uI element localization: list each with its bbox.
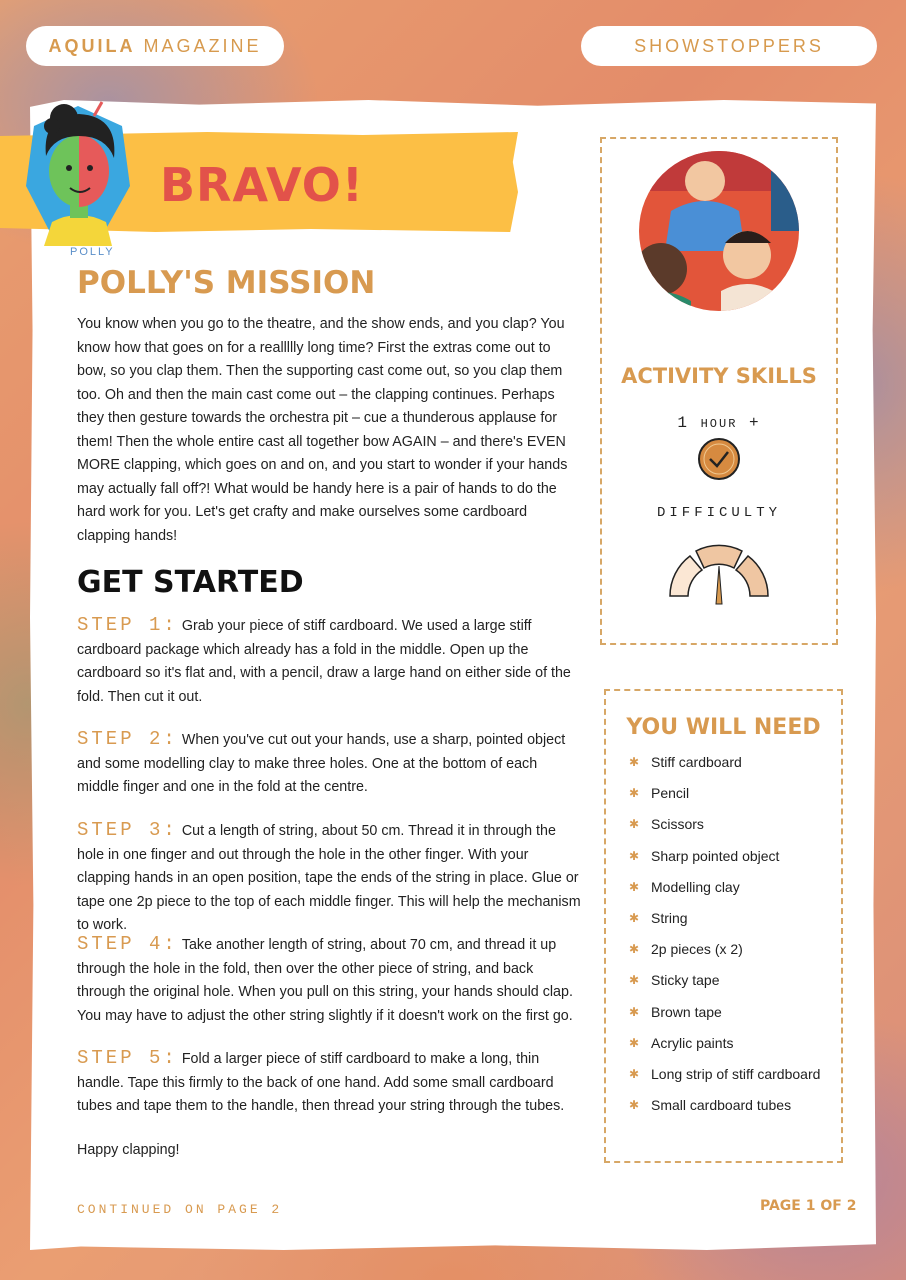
step-2 — [77, 728, 582, 800]
step-1 — [77, 614, 582, 709]
time-number: 1 — [677, 414, 689, 432]
asterisk-icon: ✱ — [629, 879, 640, 894]
get-started-heading: GET STARTED — [77, 565, 304, 600]
list-item — [625, 815, 830, 833]
difficulty-gauge-icon — [662, 538, 776, 608]
magazine-logo-pill — [26, 26, 284, 66]
section-pill — [581, 26, 877, 66]
material-name: 2p pieces (x 2) — [651, 941, 743, 958]
asterisk-icon: ✱ — [629, 755, 640, 769]
difficulty-label: DIFFICULTY — [656, 505, 781, 521]
mission-intro: You know when you go to the theatre, and the show ends, and you clap? You know how that goes on for a reallllly long time? First the extras come out to bow, so you clap them. Then the supporting cast come out, so you clap them too. Oh and then the main cast come out – the clapping continues. Perhaps they then gesture towards the orchestra pit – cue a thunderous applause for them! Then the whole entire cast all together bow AGAIN – and there's EVEN MORE clapping, which goes on and on, and you start to wonder if your hands may actually fall off?! What would be handy here is a pair of hands to do the hard work for you. Let's get crafty and make ourselves some cardboard clapping hands! — [77, 316, 568, 544]
time-unit: HOUR — [700, 417, 738, 431]
asterisk-icon: ✱ — [629, 817, 640, 832]
magazine-name-bold: AQUILA — [48, 35, 136, 56]
activity-skills-heading: ACTIVITY SKILLS — [621, 364, 817, 388]
material-name: Sharp pointed object — [651, 847, 780, 864]
step-3 — [77, 819, 582, 938]
material-name: Stiff cardboard — [651, 754, 742, 770]
list-item — [625, 1003, 830, 1021]
step-4 — [77, 933, 582, 1028]
step-label: STEP 4: — [77, 933, 178, 955]
material-name: Acrylic paints — [651, 1034, 734, 1051]
step-text: Take another length of string, about 70 cm, and thread it up through the hole in the fold, then over the other piece of string, and back through the original hole. When you pull on this string, your hands should clap. You may have to adjust the other string slightly if it doesn't work on the first go. — [77, 937, 573, 1024]
time-plus: + — [749, 414, 761, 432]
list-item — [625, 1065, 830, 1083]
asterisk-icon: ✱ — [629, 1066, 640, 1081]
materials-list — [625, 753, 830, 1127]
step-text: Fold a larger piece of stiff cardboard to make a long, thin handle. Tape this firmly to the back of one hand. Add some small cardboard tubes and tape them to the handle, then thread your string through the tubes. — [77, 1051, 565, 1114]
list-item — [625, 847, 830, 865]
material-name: Pencil — [651, 785, 690, 802]
material-name: Long strip of stiff cardboard — [651, 1065, 821, 1082]
material-name: Brown tape — [651, 1003, 722, 1020]
asterisk-icon: ✱ — [629, 910, 640, 925]
you-will-need-heading: YOU WILL NEED — [626, 715, 821, 740]
asterisk-icon: ✱ — [629, 1098, 640, 1113]
avatar-label: POLLY — [70, 246, 115, 258]
asterisk-icon: ✱ — [629, 1004, 640, 1019]
asterisk-icon: ✱ — [629, 973, 640, 988]
step-label: STEP 5: — [77, 1047, 178, 1069]
asterisk-icon: ✱ — [629, 786, 640, 801]
material-name: Small cardboard tubes — [651, 1097, 792, 1114]
step-label: STEP 3: — [77, 819, 178, 841]
asterisk-icon: ✱ — [629, 1035, 640, 1050]
list-item — [625, 940, 830, 958]
clock-icon — [697, 437, 741, 481]
asterisk-icon: ✱ — [629, 942, 640, 957]
material-name: Modelling clay — [651, 878, 740, 895]
material-name: Scissors — [651, 816, 704, 833]
step-label: STEP 1: — [77, 614, 178, 636]
section-label: SHOWSTOPPERS — [634, 35, 824, 56]
list-item — [625, 1096, 830, 1114]
page-number: PAGE 1 OF 2 — [760, 1198, 857, 1214]
step-text: Grab your piece of stiff cardboard. We used a large stiff cardboard package which already has a fold in the middle. Open up the cardboard so it's flat and, with a pencil, draw a large hand on either side of the fold. Then cut it out. — [77, 618, 571, 705]
list-item — [625, 909, 830, 927]
continued-note: CONTINUED ON PAGE 2 — [77, 1202, 283, 1217]
material-name: Sticky tape — [651, 972, 720, 989]
step-5 — [77, 1047, 582, 1119]
audience-illustration-icon — [621, 151, 817, 311]
list-item — [625, 1034, 830, 1052]
step-text: Cut a length of string, about 50 cm. Thread it in through the hole in one finger and out through the hole in the other finger. With your clapping hands in an open position, tape the ends of the string in place. Glue or tape one 2p piece to the top of each middle finger. This will help the mechanism to work. — [77, 823, 581, 933]
mission-heading: POLLY'S MISSION — [77, 265, 376, 301]
page-title: BRAVO! — [160, 158, 364, 212]
asterisk-icon: ✱ — [629, 848, 640, 863]
step-text: When you've cut out your hands, use a sharp, pointed object and some modelling clay to make three holes. One at the bottom of each middle finger and one in the fold at the centre. — [77, 732, 566, 795]
material-name: String — [651, 909, 688, 926]
list-item — [625, 878, 830, 896]
list-item — [625, 971, 830, 989]
step-label: STEP 2: — [77, 728, 178, 750]
list-item — [625, 753, 830, 771]
time-estimate — [600, 414, 838, 432]
polly-avatar-icon — [22, 96, 134, 246]
list-item — [625, 784, 830, 802]
closing-line: Happy clapping! — [77, 1142, 180, 1158]
magazine-name-rest: MAGAZINE — [143, 35, 262, 56]
